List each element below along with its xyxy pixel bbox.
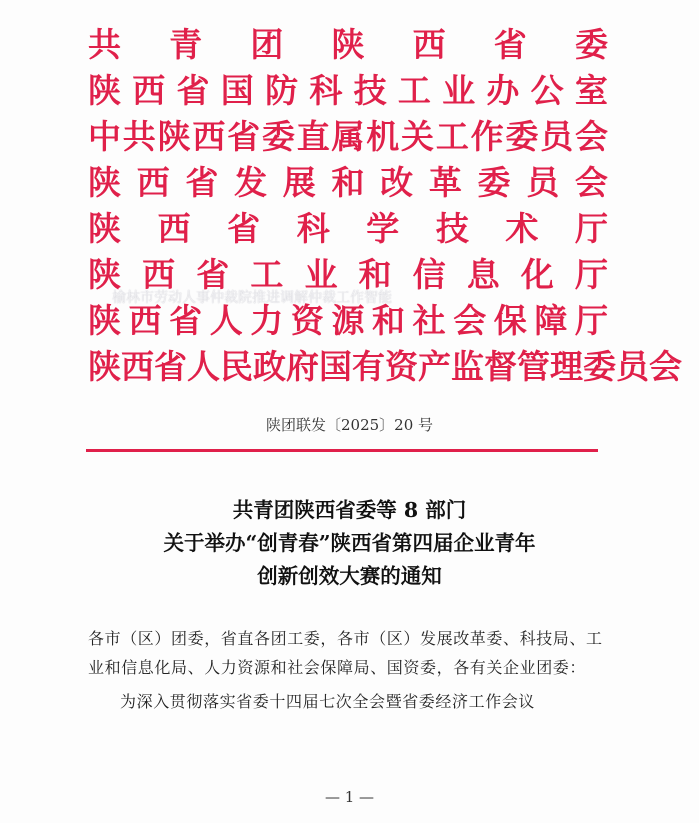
issuer-char: 省 bbox=[227, 117, 261, 156]
issuer-line bbox=[88, 344, 682, 390]
issuer-char: 理 bbox=[550, 347, 583, 386]
issuer-char: 西 bbox=[142, 255, 176, 294]
issuer-char: 工 bbox=[435, 117, 469, 156]
issuer-char: 员 bbox=[540, 117, 574, 156]
issuer-char: 障 bbox=[534, 301, 568, 340]
issuer-char: 委 bbox=[505, 117, 539, 156]
issuer-char: 委 bbox=[261, 117, 295, 156]
issuer-char: 室 bbox=[574, 71, 608, 110]
issuer-char: 西 bbox=[121, 347, 154, 386]
issuer-char: 资 bbox=[385, 347, 418, 386]
issuer-char: 会 bbox=[649, 347, 682, 386]
issuer-char: 国 bbox=[319, 347, 352, 386]
issuer-char: 委 bbox=[477, 163, 511, 202]
issuer-char: 技 bbox=[435, 209, 469, 248]
issuer-char: 管 bbox=[517, 347, 550, 386]
issuer-char: 省 bbox=[169, 301, 203, 340]
issuer-char: 产 bbox=[418, 347, 451, 386]
issuer-char: 省 bbox=[154, 347, 187, 386]
issuer-line bbox=[88, 160, 608, 206]
issuer-char: 陕 bbox=[88, 71, 121, 110]
issuer-char: 改 bbox=[380, 163, 414, 202]
issuer-char: 展 bbox=[282, 163, 316, 202]
document-number: 陕团联发〔2025〕20 号 bbox=[265, 416, 434, 434]
issuer-char: 社 bbox=[412, 301, 446, 340]
issuer-char: 信 bbox=[412, 255, 446, 294]
issuer-char: 西 bbox=[128, 301, 162, 340]
issuer-char: 省 bbox=[227, 209, 261, 248]
issuer-char: 西 bbox=[157, 209, 191, 248]
issuer-char: 中 bbox=[88, 117, 121, 156]
issuer-char: 厅 bbox=[574, 209, 608, 248]
issuer-char: 和 bbox=[358, 255, 392, 294]
document-body bbox=[88, 624, 604, 716]
issuer-char: 监 bbox=[451, 347, 484, 386]
issuing-organizations bbox=[88, 22, 682, 390]
issuer-char: 厅 bbox=[574, 255, 608, 294]
issuer-char: 业 bbox=[304, 255, 338, 294]
issuer-char: 陕 bbox=[88, 301, 121, 340]
title-line-3: 创新创效大赛的通知 bbox=[257, 564, 442, 588]
issuer-char: 民 bbox=[220, 347, 253, 386]
body-paragraph-1: 为深入贯彻落实省委十四届七次全会暨省委经济工作会议 bbox=[120, 692, 536, 711]
issuer-char: 会 bbox=[453, 301, 487, 340]
issuer-char: 科 bbox=[296, 209, 330, 248]
issuer-char: 厅 bbox=[574, 301, 608, 340]
issuer-char: 陕 bbox=[88, 163, 121, 202]
issuer-char: 术 bbox=[505, 209, 539, 248]
issuer-char: 发 bbox=[234, 163, 268, 202]
document-title bbox=[0, 494, 699, 593]
issuer-char: 西 bbox=[192, 117, 226, 156]
issuer-char: 人 bbox=[187, 347, 220, 386]
issuer-char: 西 bbox=[132, 71, 166, 110]
issuer-char: 业 bbox=[442, 71, 476, 110]
issuer-char: 力 bbox=[250, 301, 284, 340]
issuer-char: 陕 bbox=[88, 255, 121, 294]
issuer-char: 陕 bbox=[88, 209, 121, 248]
watermark-text: 榆林市劳动人事仲裁院推进调解仲裁工作智能 bbox=[112, 290, 392, 306]
issuer-line bbox=[88, 114, 608, 160]
issuer-char: 保 bbox=[493, 301, 527, 340]
title-line-2: 关于举办“创青春”陕西省第四届企业青年 bbox=[163, 531, 536, 555]
issuer-char: 人 bbox=[209, 301, 243, 340]
issuer-char: 和 bbox=[372, 301, 406, 340]
issuer-line bbox=[88, 206, 608, 252]
issuer-char: 息 bbox=[466, 255, 500, 294]
issuer-char: 属 bbox=[331, 117, 365, 156]
issuer-char: 国 bbox=[220, 71, 254, 110]
issuer-char: 学 bbox=[366, 209, 400, 248]
issuer-char: 防 bbox=[265, 71, 299, 110]
page-number: — 1 — bbox=[324, 788, 375, 806]
issuer-char: 府 bbox=[286, 347, 319, 386]
issuer-char: 化 bbox=[520, 255, 554, 294]
issuer-char: 省 bbox=[176, 71, 210, 110]
issuer-line bbox=[88, 68, 608, 114]
salutation-paragraph: 各市（区）团委，省直各团工委，各市（区）发展改革委、科技局、工业和信息化局、人力资源和社会保障局、国资委，各有关企业团委： bbox=[88, 629, 603, 677]
issuer-char: 陕 bbox=[88, 347, 121, 386]
issuer-char: 共 bbox=[122, 117, 156, 156]
issuer-char: 机 bbox=[366, 117, 400, 156]
issuer-char: 省 bbox=[493, 25, 527, 64]
issuer-char: 西 bbox=[136, 163, 170, 202]
issuer-char: 资 bbox=[290, 301, 324, 340]
issuer-char: 和 bbox=[331, 163, 365, 202]
issuer-char: 共 bbox=[88, 25, 121, 64]
issuer-char: 团 bbox=[250, 25, 284, 64]
issuer-char: 会 bbox=[574, 163, 608, 202]
issuer-char: 会 bbox=[574, 117, 608, 156]
issuer-char: 直 bbox=[296, 117, 330, 156]
issuer-char: 办 bbox=[486, 71, 520, 110]
issuer-char: 省 bbox=[185, 163, 219, 202]
issuer-char: 督 bbox=[484, 347, 517, 386]
issuer-char: 委 bbox=[574, 25, 608, 64]
issuer-char: 省 bbox=[196, 255, 230, 294]
issuer-char: 员 bbox=[616, 347, 649, 386]
issuer-char: 员 bbox=[526, 163, 560, 202]
issuer-char: 西 bbox=[412, 25, 446, 64]
issuer-char: 政 bbox=[253, 347, 286, 386]
issuer-char: 陕 bbox=[157, 117, 191, 156]
issuer-char: 有 bbox=[352, 347, 385, 386]
issuer-char: 源 bbox=[331, 301, 365, 340]
issuer-char: 科 bbox=[309, 71, 343, 110]
issuer-char: 关 bbox=[401, 117, 435, 156]
issuer-char: 技 bbox=[353, 71, 387, 110]
issuer-char: 委 bbox=[583, 347, 616, 386]
issuer-char: 工 bbox=[250, 255, 284, 294]
issuer-char: 革 bbox=[428, 163, 462, 202]
issuer-char: 工 bbox=[397, 71, 431, 110]
title-line-1: 共青团陕西省委等 8 部门 bbox=[232, 498, 467, 522]
red-divider-line bbox=[86, 449, 598, 452]
issuer-char: 作 bbox=[470, 117, 504, 156]
issuer-char: 青 bbox=[169, 25, 203, 64]
issuer-char: 公 bbox=[530, 71, 564, 110]
issuer-char: 陕 bbox=[331, 25, 365, 64]
issuer-line bbox=[88, 22, 608, 68]
